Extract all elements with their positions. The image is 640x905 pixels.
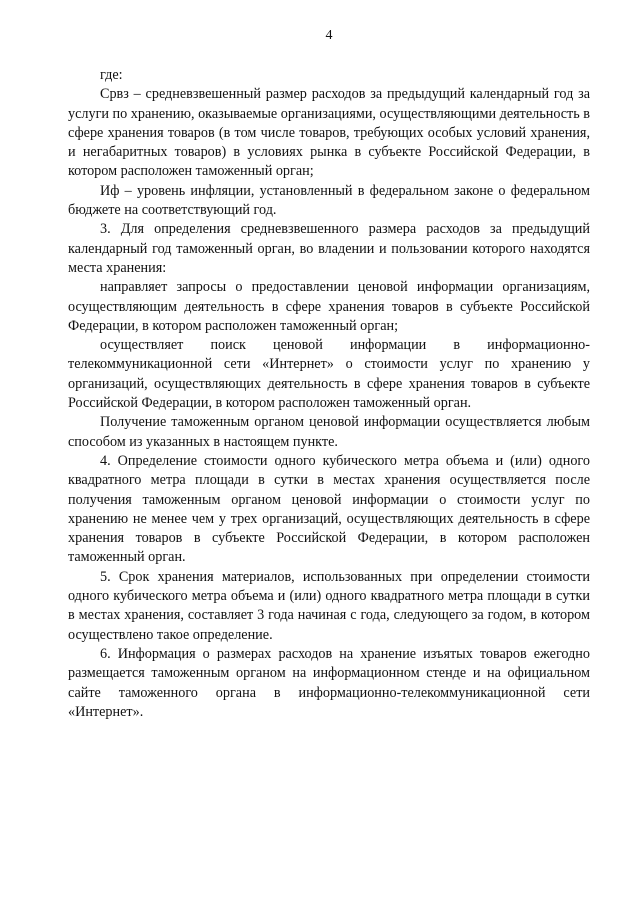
paragraph-srvz-definition: Срвз – средневзвешенный размер расходов за предыдущий календарный год за услуги по хранению, оказываемые организациями, осуществляющими деятельность в сфере хранения товаров (в том числе товаров, требующих особых условий хранения, и негабаритных товаров) в условиях рынка в субъекте Российской Федерации, в котором расположен таможенный орган; [68, 86, 590, 180]
paragraph-where: где: [100, 67, 123, 83]
paragraph-item-3-receipt: Получение таможенным органом ценовой информации осуществляется любым способом из указанных в настоящем пункте. [68, 414, 590, 450]
paragraph-item-5: 5. Срок хранения материалов, использованных при определении стоимости одного кубического метра объема и (или) одного квадратного метра площади в сутки в местах хранения, составляет 3 года начиная с года, следующего за годом, в котором осуществлено такое определение. [68, 568, 590, 643]
page-number: 4 [325, 28, 333, 43]
paragraph-inflation-definition: Иф – уровень инфляции, установленный в федеральном законе о федеральном бюджете на соответствующий год. [68, 182, 590, 219]
paragraph-item-4: 4. Определение стоимости одного кубического метра объема и (или) одного квадратного метра площади в сутки в местах хранения осуществляется после получения таможенным органом ценовой информации о стоимости услуг по хранению не менее чем у трех организаций, осуществляющих деятельность в сфере хранения товаров в субъекте Российской Федерации, в котором расположен таможенный орган. [68, 452, 590, 566]
paragraph-item-6: 6. Информация о размерах расходов на хранение изъятых товаров ежегодно размещается таможенным органом на информационном стенде и на официальном сайте таможенного органа в информационно-телекоммуникационной сети «Интернет». [68, 645, 590, 720]
document-body [68, 66, 590, 722]
paragraph-item-3: 3. Для определения средневзвешенного размера расходов за предыдущий календарный год таможенный орган, во владении и пользовании которого находятся места хранения: [68, 221, 590, 276]
paragraph-item-3-internet-search: осуществляет поиск ценовой информации в информационно-телекоммуникационной сети «Интернет» о стоимости услуг по хранению у организаций, осуществляющих деятельность в сфере хранения товаров в субъекте Российской Федерации, в котором расположен таможенный орган. [68, 337, 590, 412]
paragraph-item-3-requests: направляет запросы о предоставлении ценовой информации организациям, осуществляющим деятельность в сфере хранения товаров в субъекте Российской Федерации, в котором расположен таможенный орган; [68, 279, 590, 334]
